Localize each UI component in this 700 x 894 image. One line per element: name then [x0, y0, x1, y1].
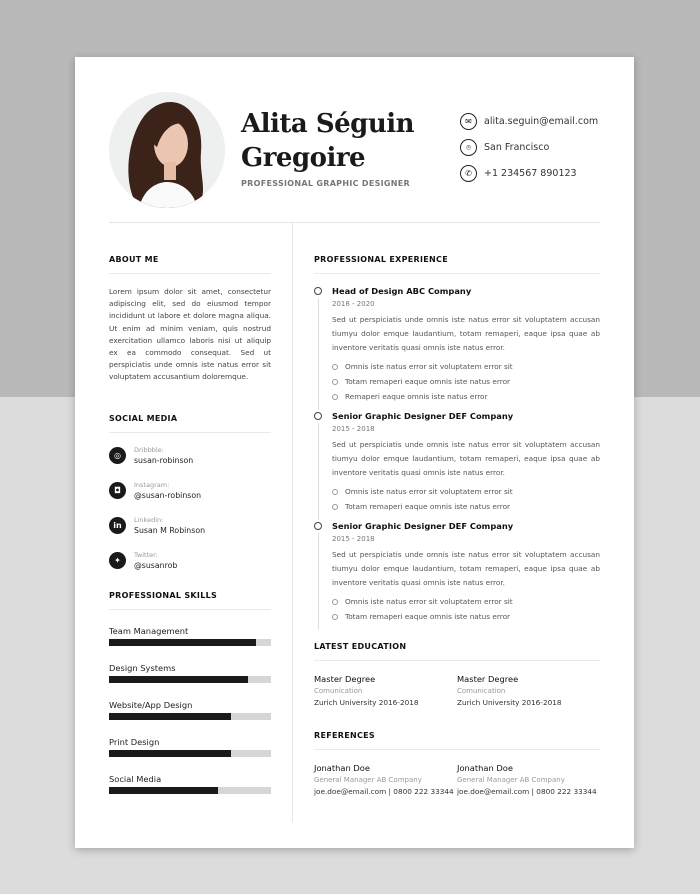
job-list: [314, 286, 600, 624]
skill-name: Social Media: [109, 773, 162, 784]
linkedin-icon: in: [109, 517, 126, 534]
contact-text: San Francisco: [484, 142, 550, 153]
skill-bar-fill: [109, 676, 248, 683]
skill-bar: [109, 639, 271, 646]
social-label: Instagram:: [134, 480, 170, 489]
mail-icon: ✉: [460, 113, 477, 130]
skill-bar: [109, 713, 271, 720]
skill-item: [109, 700, 271, 720]
job-bullet: [332, 609, 600, 624]
right-column: [314, 255, 600, 798]
social-value: @susanrob: [134, 560, 178, 570]
job-bullet: [332, 359, 600, 374]
degree: Master Degree: [314, 674, 376, 684]
job-entry: [314, 411, 600, 514]
instagram-icon: ◘: [109, 482, 126, 499]
skill-name: Print Design: [109, 736, 160, 747]
skill-item: [109, 663, 271, 683]
skill-name: Team Management: [109, 625, 189, 636]
skill-name: Website/App Design: [109, 699, 193, 710]
section-title: PROFESSIONAL SKILLS: [109, 591, 271, 610]
skill-bar: [109, 750, 271, 757]
skill-item: [109, 774, 271, 794]
phone-icon: ✆: [460, 165, 477, 182]
job-dates: 2015 - 2018: [332, 535, 375, 543]
bullet-text: Totam remaperi eaque omnis iste natus error: [345, 377, 511, 386]
references-list: [314, 762, 600, 798]
contact-location: [460, 139, 598, 156]
skill-bar-fill: [109, 787, 218, 794]
section-title: SOCIAL MEDIA: [109, 414, 271, 433]
job-dates: 2018 - 2020: [332, 300, 375, 308]
social-label: Dribbble:: [134, 445, 164, 454]
skill-bar: [109, 676, 271, 683]
job-description: Sed ut perspiciatis unde omnis iste natus error sit voluptatem accusan tiumyu dolor emque laudantium, totam remaperi, eaque ipsa quae ab inventore veritatis quasi omnis iste natus error.: [332, 440, 600, 477]
field: Comunication: [314, 687, 363, 695]
contact-text: alita.seguin@email.com: [484, 116, 599, 127]
job-description: Sed ut perspiciatis unde omnis iste natus error sit voluptatem accusan tiumyu dolor emque laudantium, totam remaperi, eaque ipsa quae ab inventore veritatis quasi omnis iste natus error.: [332, 550, 600, 587]
contact-email: [460, 113, 598, 130]
social-value: susan-robinson: [134, 455, 194, 465]
degree: Master Degree: [457, 674, 519, 684]
left-column: [109, 255, 271, 811]
skill-item: [109, 737, 271, 757]
job-role: PROFESSIONAL GRAPHIC DESIGNER: [241, 179, 411, 188]
job-entry: [314, 286, 600, 404]
reference-role: General Manager AB Company: [457, 776, 565, 784]
social-item: [109, 445, 271, 466]
timeline-line: [318, 423, 319, 520]
section-title: ABOUT ME: [109, 255, 271, 274]
bullet-text: Omnis iste natus error sit voluptatem error sit: [345, 487, 513, 496]
about-text: Lorem ipsum dolor sit amet, consectetur adipiscing elit, sed do eiusmod tempor incididunt ut labore et dolore magna aliqua. Ut enim ad minim veniam, quis nostrud exercitation ullamco laboris nisi ut aliquip ex ea commodo consequat. Sed ut perspiciatis unde omnis iste natus error sit voluptatem accusantium doloremque.: [109, 287, 271, 382]
skill-bar-fill: [109, 750, 231, 757]
timeline-line: [318, 298, 319, 410]
bullet-circle-icon: [332, 504, 338, 510]
job-title: Head of Design ABC Company: [332, 286, 472, 296]
education-list: [314, 673, 600, 709]
section-title: LATEST EDUCATION: [314, 642, 600, 661]
social-list: [109, 445, 271, 571]
dribbble-icon: ◎: [109, 447, 126, 464]
skill-bar: [109, 787, 271, 794]
location-icon: ⌾: [460, 139, 477, 156]
reference-contact: joe.doe@email.com | 0800 222 33344: [457, 787, 597, 796]
education-item: [314, 673, 457, 709]
bullet-text: Omnis iste natus error sit voluptatem error sit: [345, 597, 513, 606]
social-value: Susan M Robinson: [134, 525, 206, 535]
contact-list: [460, 113, 598, 191]
name-line-2: Gregoire: [241, 143, 366, 173]
contact-text: +1 234567 890123: [484, 168, 577, 179]
skill-bar-fill: [109, 713, 231, 720]
bullet-text: Omnis iste natus error sit voluptatem error sit: [345, 362, 513, 371]
bullet-circle-icon: [332, 489, 338, 495]
job-title: Senior Graphic Designer DEF Company: [332, 521, 514, 531]
header-divider: [109, 222, 600, 223]
job-dates: 2015 - 2018: [332, 425, 375, 433]
job-title: Senior Graphic Designer DEF Company: [332, 411, 514, 421]
column-divider: [292, 222, 293, 822]
contact-phone: [460, 165, 598, 182]
job-bullet: [332, 374, 600, 389]
section-title: REFERENCES: [314, 731, 600, 750]
skill-item: [109, 626, 271, 646]
full-name: [241, 107, 414, 175]
social-item: [109, 480, 271, 501]
job-entry: [314, 521, 600, 624]
job-description: Sed ut perspiciatis unde omnis iste natus error sit voluptatem accusan tiumyu dolor emque laudantium, totam remaperi, eaque ipsa quae ab inventore veritatis quasi omnis iste natus error.: [332, 315, 600, 352]
social-item: [109, 550, 271, 571]
reference-name: Jonathan Doe: [314, 763, 370, 773]
job-bullet: [332, 389, 600, 404]
field: Comunication: [457, 687, 506, 695]
social-label: Linkedin:: [134, 515, 164, 524]
skill-bar-fill: [109, 639, 256, 646]
school: Zurich University 2016-2018: [457, 698, 562, 707]
job-bullet: [332, 594, 600, 609]
resume-page: [75, 57, 634, 848]
job-bullet: [332, 499, 600, 514]
reference-item: [457, 762, 600, 798]
timeline-line: [318, 533, 319, 630]
skill-name: Design Systems: [109, 662, 176, 673]
bullet-circle-icon: [332, 614, 338, 620]
reference-role: General Manager AB Company: [314, 776, 422, 784]
bullet-circle-icon: [332, 364, 338, 370]
timeline-dot-icon: [314, 412, 322, 420]
social-value: @susan-robinson: [134, 490, 202, 500]
bullet-text: Totam remaperi eaque omnis iste natus error: [345, 502, 511, 511]
skill-list: [109, 622, 271, 794]
social-item: [109, 515, 271, 536]
bullet-text: Totam remaperi eaque omnis iste natus error: [345, 612, 511, 621]
job-bullet: [332, 484, 600, 499]
reference-contact: joe.doe@email.com | 0800 222 33344: [314, 787, 454, 796]
bullet-text: Remaperi eaque omnis iste natus error: [345, 392, 488, 401]
bullet-circle-icon: [332, 379, 338, 385]
social-label: Twitter:: [134, 550, 158, 559]
twitter-icon: ✦: [109, 552, 126, 569]
reference-name: Jonathan Doe: [457, 763, 513, 773]
section-title: PROFESSIONAL EXPERIENCE: [314, 255, 600, 274]
school: Zurich University 2016-2018: [314, 698, 419, 707]
reference-item: [314, 762, 457, 798]
bullet-circle-icon: [332, 394, 338, 400]
name-line-1: Alita Séguin: [241, 109, 415, 139]
timeline-dot-icon: [314, 522, 322, 530]
bullet-circle-icon: [332, 599, 338, 605]
education-item: [457, 673, 600, 709]
timeline-dot-icon: [314, 287, 322, 295]
profile-photo: [109, 92, 225, 208]
